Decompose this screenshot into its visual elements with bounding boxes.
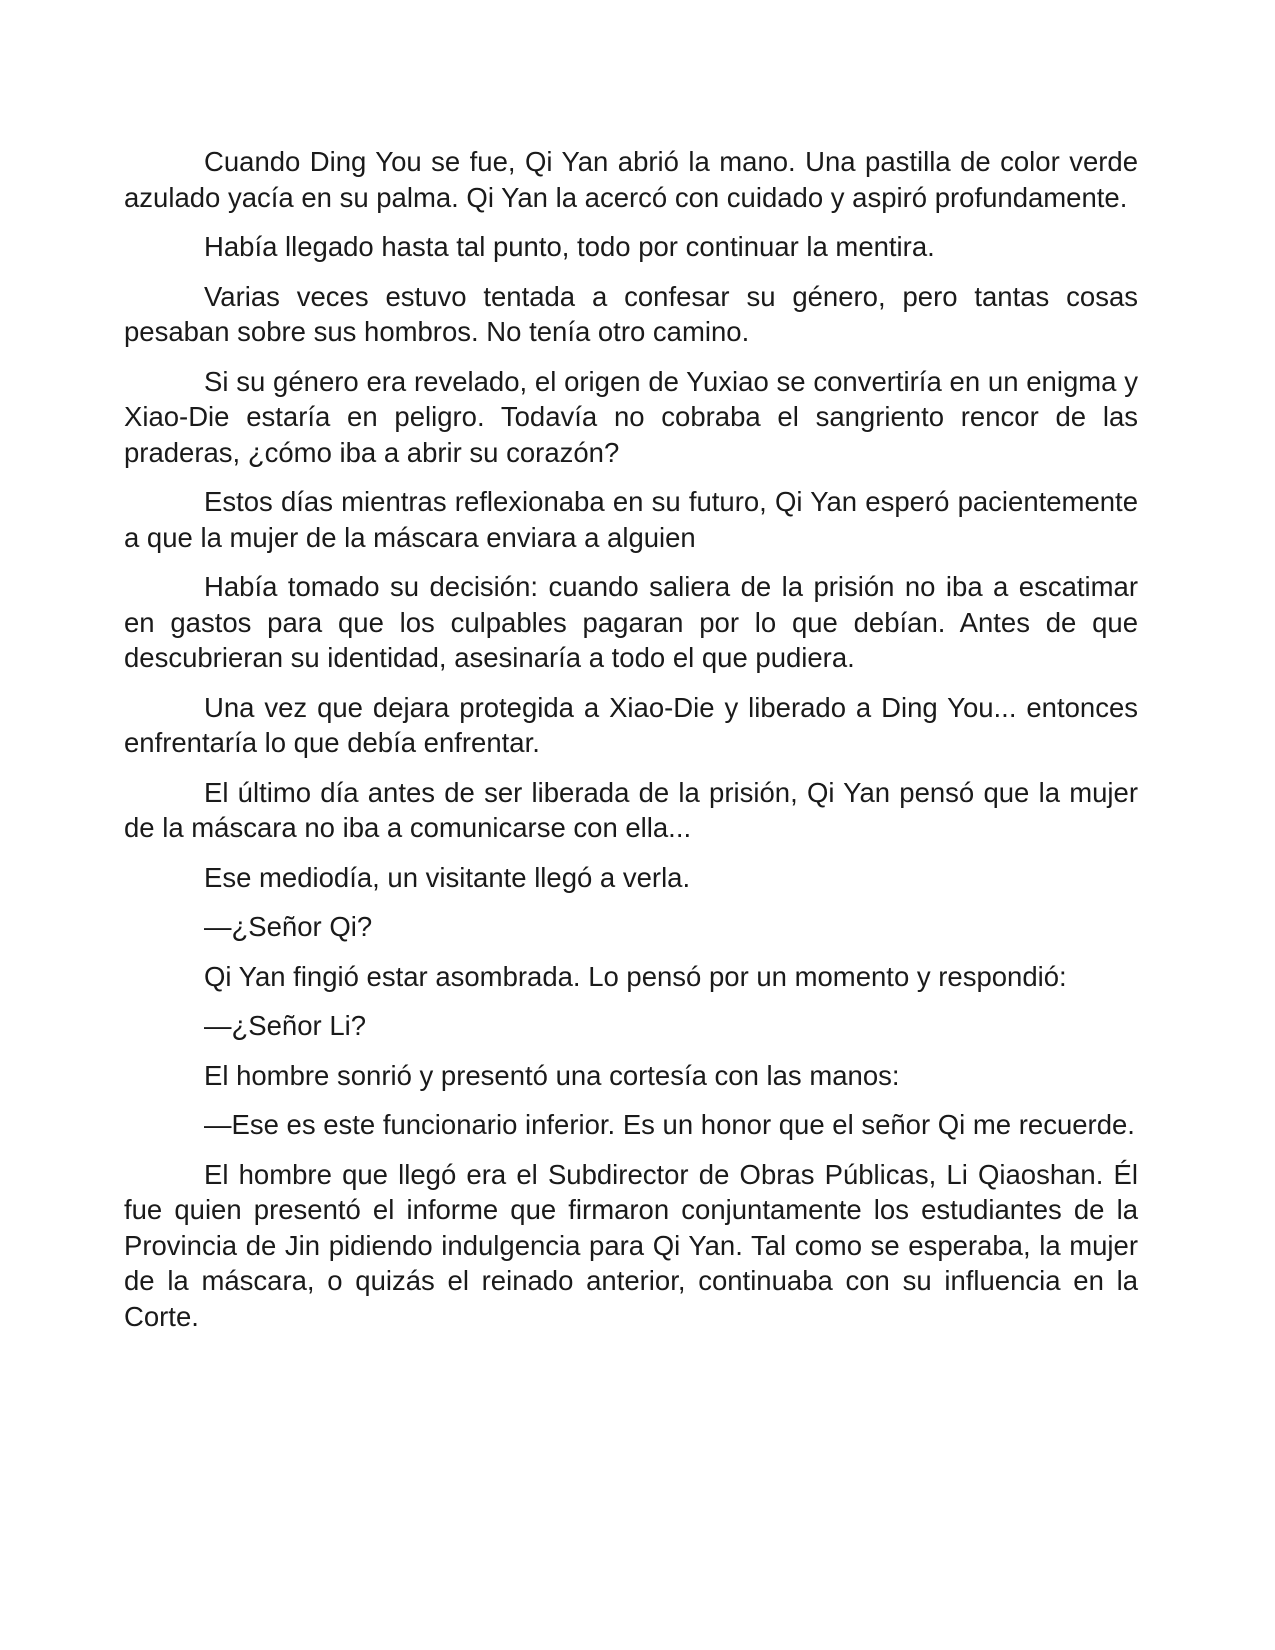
document-page bbox=[124, 144, 1138, 1348]
paragraph: El hombre sonrió y presentó una cortesía con las manos: bbox=[204, 1059, 900, 1091]
paragraph: Una vez que dejara protegida a Xiao-Die y liberado a Ding You... entonces enfrentaría lo que debía enfrentar. bbox=[124, 691, 1138, 758]
paragraph: Había tomado su decisión: cuando saliera de la prisión no iba a escatimar en gastos para que los culpables pagaran por lo que debían. Antes de que descubrieran su identidad, asesinaría a todo el que pudiera. bbox=[124, 571, 1138, 673]
paragraph: Estos días mientras reflexionaba en su futuro, Qi Yan esperó pacientemente a que la mujer de la máscara enviara a alguien bbox=[124, 486, 1138, 553]
paragraph: Qi Yan fingió estar asombrada. Lo pensó por un momento y respondió: bbox=[204, 960, 1067, 992]
dialogue-line: —¿Señor Qi? bbox=[204, 911, 373, 942]
paragraph: Cuando Ding You se fue, Qi Yan abrió la mano. Una pastilla de color verde azulado yacía en su palma. Qi Yan la acercó con cuidado y aspiró profundamente. bbox=[124, 146, 1138, 213]
paragraph: Había llegado hasta tal punto, todo por continuar la mentira. bbox=[204, 231, 935, 262]
paragraph: Ese mediodía, un visitante llegó a verla. bbox=[204, 861, 691, 893]
dialogue-line: —Ese es este funcionario inferior. Es un honor que el señor Qi me recuerde. bbox=[204, 1109, 1135, 1140]
paragraph: Varias veces estuvo tentada a confesar su género, pero tantas cosas pesaban sobre sus hombros. No tenía otro camino. bbox=[124, 280, 1138, 347]
dialogue-line: —¿Señor Li? bbox=[204, 1010, 367, 1041]
paragraph: El último día antes de ser liberada de la prisión, Qi Yan pensó que la mujer de la máscara no iba a comunicarse con ella... bbox=[124, 776, 1138, 843]
paragraph: El hombre que llegó era el Subdirector de Obras Públicas, Li Qiaoshan. Él fue quien presentó el informe que firmaron conjuntamente los estudiantes de la Provincia de Jin pidiendo indulgencia para Qi Yan. Tal como se esperaba, la mujer de la máscara, o quizás el reinado anterior, continuaba con su influencia en la Corte. bbox=[124, 1158, 1138, 1332]
paragraph: Si su género era revelado, el origen de Yuxiao se convertiría en un enigma y Xiao-Die estaría en peligro. Todavía no cobraba el sangriento rencor de las praderas, ¿cómo iba a abrir su corazón? bbox=[124, 365, 1138, 468]
